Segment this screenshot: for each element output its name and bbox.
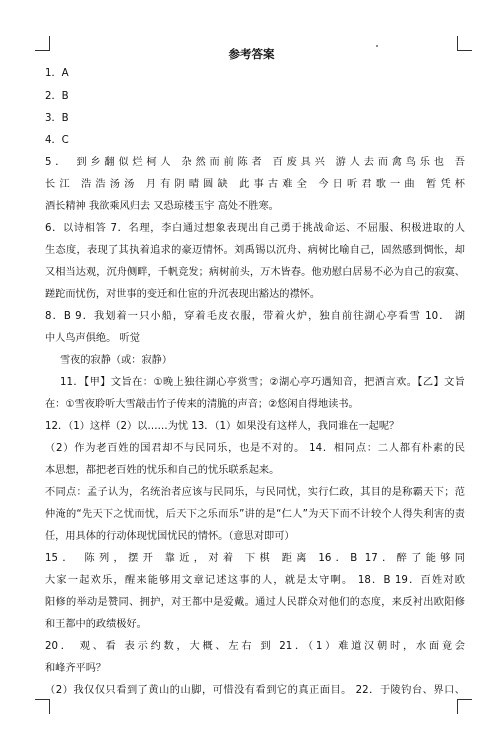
answer-line: 6．以诗相答 7．名理，李白通过想象表现出自己勇于挑战命运、不屈服、积极进取的人 [45,223,465,234]
answer-line: 任，用具体的行动体现忧国忧民的情怀。（意思对即可） [45,531,295,542]
answer-line: 11．【甲】文旨在：①晚上独往湖心亭赏雪；②湖心亭巧遇知音，把酒言欢。【乙】文旨 [60,377,465,388]
answer-line: 蹉跎而忧伤，对世事的变迁和仕宦的升沉表现出豁达的襟怀。 [45,289,321,300]
answer-line: 3．B [45,113,69,124]
corner-mark-bottom-left [35,699,50,714]
answer-line: 本思想，都把老百姓的忧乐和自己的忧乐联系起来。 [45,465,280,476]
answer-line: 20． 观、看 表示约数，大概、左右 到 21．（1）难道汉朝时，水面竟会 [45,641,465,652]
answer-line: 仲淹的“先天下之忧而忧，后天下之乐而乐”讲的是“仁人”为天下而不计较个人得失利害的责 [45,509,465,520]
answer-line: （2）作为老百姓的国君却不与民同乐，也是不对的。 14．相同点：二人都有朴素的民 [45,443,465,454]
page-title: 参考答案 [228,47,275,61]
answer-line: 和峰齐平吗？ [45,663,107,674]
corner-mark-bottom-right [457,699,472,714]
answer-line: 在：①雪夜聆听大雪敲击竹子传来的清脆的声音；②悠闲自得地读书。 [45,399,359,410]
answer-line: 1．A [45,68,69,79]
answer-line: 不同点：孟子认为，名统治者应该与民同乐，与民同忧，实行仁政，其目的是称霸天下；范 [45,487,465,498]
answer-line: 8．B 9．我划着一只小船，穿着毛皮衣服，带着火炉，独自前往湖心亭看雪 10． 湖 [45,311,465,322]
answer-line: 雪夜的寂静（或：寂静） [60,355,173,366]
answer-line: 中人鸟声俱绝。 听觉 [45,333,140,344]
answer-line: 12．（1）这样（2）以……为忧 13．（1）如果没有这样人，我同谁在一起呢？ [45,421,400,432]
answer-line: 5． 到乡翻似烂柯人 杂然而前陈者 百废具兴 游人去而禽鸟乐也 吾 [45,157,465,168]
answer-line: 和王都中的政绩极好。 [45,619,147,630]
answer-line: 酒长精神 我欲乘风归去 又恐琼楼玉宇 高处不胜寒。 [45,201,279,212]
answer-line: （2）我仅仅只看到了黄山的山脚，可惜没有看到它的真正面目。 22．于陵钓台、界口、 [45,685,465,696]
answer-line: 4．C [45,135,69,146]
answer-line: 长江 浩浩汤汤 月有阴晴圆缺 此事古难全 今日听君歌一曲 暂凭杯 [45,179,465,190]
answer-line: 又相当达观，沉舟侧畔，千帆竞发；病树前头，万木皆春。他劝慰白居易不必为自己的寂寞、 [45,267,465,278]
answer-line: 阳修的举动是赞同、拥护，对王都中是爱戴。通过人民群众对他们的态度，来反衬出欧阳修 [45,597,465,608]
answer-line: 生态度，表现了其执着追求的豪迈情怀。刘禹锡以沉舟、病树比喻自己，固然感到惆怅，却 [45,245,465,256]
answer-line: 2．B [45,91,69,102]
answer-line: 大家一起欢乐，醒来能够用文章记述这事的人，就是太守啊。 18．B 19．百姓对欧 [45,575,465,586]
answer-line: 15． 陈列，摆开 靠近，对着 下棋 距离 16．B 17．醉了能够同 [45,553,465,564]
